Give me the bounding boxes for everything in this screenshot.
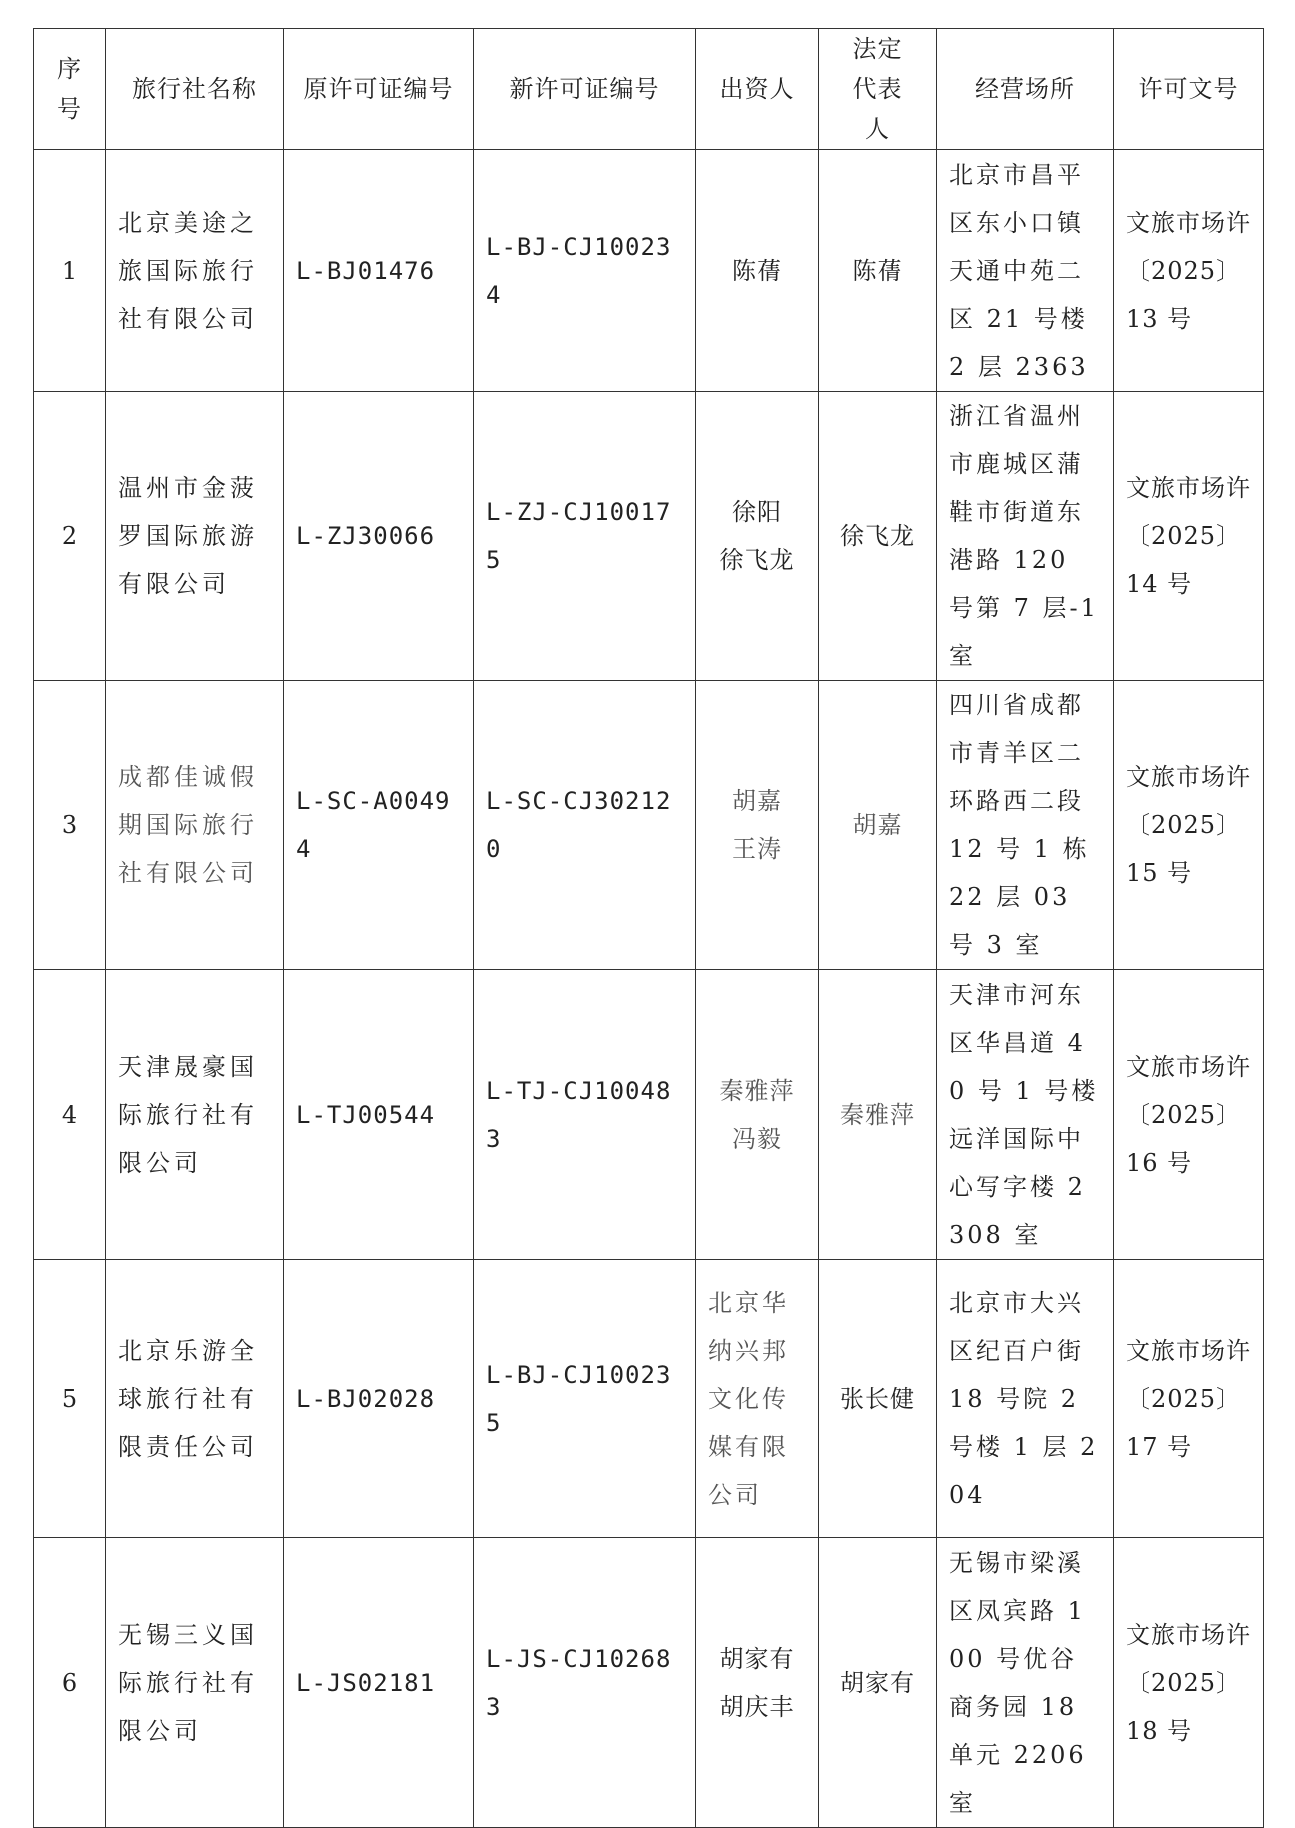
investor-cell — [696, 392, 819, 681]
header-investor: 出资人 — [696, 29, 819, 150]
agency-name: 无锡三义国际旅行社有限公司 — [106, 1538, 284, 1828]
agency-name: 北京美途之旅国际旅行社有限公司 — [106, 150, 284, 392]
permit-document-number: 文旅市场许〔2025〕13 号 — [1114, 150, 1264, 392]
row-no: 2 — [34, 392, 106, 681]
investor-cell — [696, 681, 819, 970]
old-license-number: L-TJ00544 — [284, 970, 474, 1260]
row-no: 1 — [34, 150, 106, 392]
legal-representative: 徐飞龙 — [819, 392, 937, 681]
table-row — [34, 1538, 1264, 1828]
header-address: 经营场所 — [937, 29, 1114, 150]
header-legal-rep: 法定代表人 — [819, 29, 937, 150]
business-address: 北京市大兴区纪百户街 18 号院 2 号楼 1 层 204 — [937, 1260, 1114, 1538]
table-row — [34, 681, 1264, 970]
table-row — [34, 1260, 1264, 1538]
permit-document-number: 文旅市场许〔2025〕17 号 — [1114, 1260, 1264, 1538]
old-license-number: L-BJ02028 — [284, 1260, 474, 1538]
investor-name: 徐阳 — [732, 498, 782, 526]
legal-representative: 胡家有 — [819, 1538, 937, 1828]
investor-name: 胡家有 — [719, 1644, 795, 1673]
old-license-number: L-BJ01476 — [284, 150, 474, 392]
row-no: 4 — [34, 970, 106, 1260]
new-license-number: L-TJ-CJ100483 — [474, 970, 696, 1260]
business-address: 四川省成都市青羊区二环路西二段 12 号 1 栋 22 层 03 号 3 室 — [937, 681, 1114, 970]
investor-cell — [696, 1538, 819, 1828]
row-no: 6 — [34, 1538, 106, 1828]
permit-document-number: 文旅市场许〔2025〕14 号 — [1114, 392, 1264, 681]
table-row — [34, 392, 1264, 681]
investor-cell — [696, 970, 819, 1260]
new-license-number: L-BJ-CJ100235 — [474, 1260, 696, 1538]
header-no: 序号 — [34, 29, 106, 150]
new-license-number: L-JS-CJ102683 — [474, 1538, 696, 1828]
header-permit-doc: 许可文号 — [1114, 29, 1264, 150]
agency-name: 天津晟豪国际旅行社有限公司 — [106, 970, 284, 1260]
header-row — [34, 29, 1264, 150]
legal-representative: 张长健 — [819, 1260, 937, 1538]
old-license-number: L-JS02181 — [284, 1538, 474, 1828]
business-address: 天津市河东区华昌道 40 号 1 号楼远洋国际中心写字楼 2308 室 — [937, 970, 1114, 1260]
investor-cell — [696, 1260, 819, 1538]
new-license-number: L-SC-CJ302120 — [474, 681, 696, 970]
business-address: 浙江省温州市鹿城区蒲鞋市街道东港路 120 号第 7 层-1 室 — [937, 392, 1114, 681]
permit-document-number: 文旅市场许〔2025〕16 号 — [1114, 970, 1264, 1260]
investor-name: 陈蒨 — [732, 256, 782, 285]
row-no: 5 — [34, 1260, 106, 1538]
permit-document-number: 文旅市场许〔2025〕18 号 — [1114, 1538, 1264, 1828]
investor-name-2: 徐飞龙 — [719, 546, 795, 574]
legal-representative: 胡嘉 — [819, 681, 937, 970]
agency-name: 北京乐游全球旅行社有限责任公司 — [106, 1260, 284, 1538]
investor-name: 北京华纳兴邦文化传媒有限公司 — [708, 1288, 789, 1509]
table-row — [34, 970, 1264, 1260]
old-license-number: L-SC-A00494 — [284, 681, 474, 970]
header-name: 旅行社名称 — [106, 29, 284, 150]
investor-name-2: 胡庆丰 — [719, 1692, 795, 1721]
permit-document-number: 文旅市场许〔2025〕15 号 — [1114, 681, 1264, 970]
travel-agency-permit-table — [33, 28, 1264, 1828]
header-new-license: 新许可证编号 — [474, 29, 696, 150]
investor-name: 胡嘉 — [732, 787, 782, 815]
row-no: 3 — [34, 681, 106, 970]
legal-representative: 陈蒨 — [819, 150, 937, 392]
investor-name-2: 王涛 — [732, 835, 782, 863]
investor-name: 秦雅萍 — [719, 1076, 795, 1105]
header-old-license: 原许可证编号 — [284, 29, 474, 150]
business-address: 北京市昌平区东小口镇天通中苑二区 21 号楼 2 层 2363 — [937, 150, 1114, 392]
old-license-number: L-ZJ30066 — [284, 392, 474, 681]
new-license-number: L-BJ-CJ100234 — [474, 150, 696, 392]
agency-name: 温州市金菠罗国际旅游有限公司 — [106, 392, 284, 681]
investor-cell — [696, 150, 819, 392]
investor-name-2: 冯毅 — [732, 1124, 782, 1153]
business-address: 无锡市梁溪区凤宾路 100 号优谷商务园 18 单元 2206 室 — [937, 1538, 1114, 1828]
table-row — [34, 150, 1264, 392]
legal-representative: 秦雅萍 — [819, 970, 937, 1260]
new-license-number: L-ZJ-CJ100175 — [474, 392, 696, 681]
agency-name: 成都佳诚假期国际旅行社有限公司 — [106, 681, 284, 970]
